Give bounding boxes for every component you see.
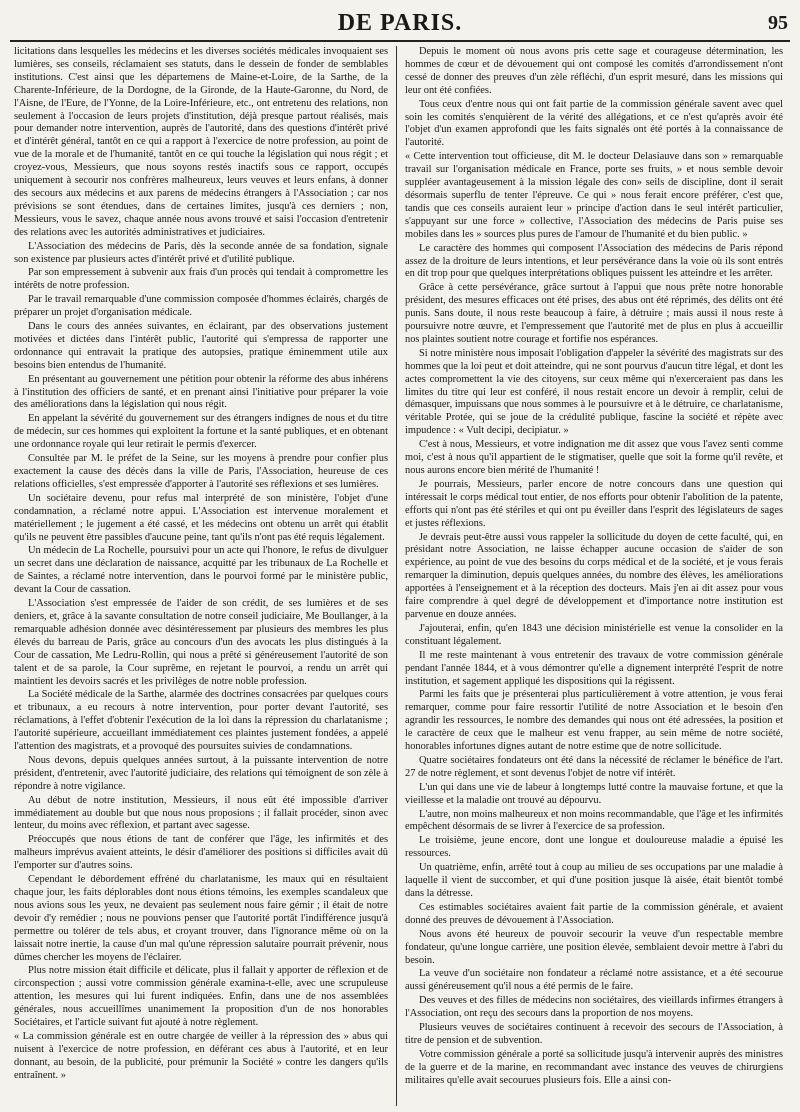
paragraph: Tous ceux d'entre nous qui ont fait partie de la commission générale savent avec quel soin les comités s'enquièrent de la vérité des allégations, et ce n'est qu'après avoir été l'objet d'un examen approfondi que les faits signalés ont été portés à la connaissance de l'autorité. <box>405 98 783 149</box>
paragraph: La Société médicale de la Sarthe, alarmée des doctrines consacrées par quelques cours et tribunaux, a eu recours à notre intervention, pour porter devant l'autorité, ses réclamations, à l'effet d'obtenir l'exécution de la loi dans la répression du charlatanisme ; l'autorité supérieure, accueillant immédiatement ces plaintes justement fondées, a appelé l'attention des magistrats, et a provoqué des poursuites suivies de condamnations. <box>14 689 388 753</box>
page-number: 95 <box>768 12 788 34</box>
paragraph: Quatre sociétaires fondateurs ont été dans la nécessité de réclamer le bénéfice de l'art. 27 de notre règlement, et sont devenus l'objet de notre vif intérêt. <box>405 754 783 779</box>
paragraph: Un médecin de La Rochelle, poursuivi pour un acte qui l'honore, le refus de divulguer un secret dans une déclaration de naissance, acquitté par les tribunaux de La Rochelle et de Saintes, a réclamé notre intervention, dans le pourvoi formé par le ministère public, devant la Cour de cassation. <box>14 545 388 596</box>
right-column <box>405 46 783 1106</box>
page-header <box>0 8 800 38</box>
paragraph: Si notre ministère nous imposait l'obligation d'appeler la sévérité des magistrats sur des hommes que la loi peut et doit atteindre, qui ne sont pourvus d'aucun titre légal, et dont les actes compromettent la vie des citoyens, sur ceux même qui n'exerceraient pas dans les limites du titre qui leur est conféré, il nous restait encore un devoir à remplir, celui de démasquer, impuissans que nous sommes à le poursuivre et à le détruire, ce charlatanisme, véritable Protée, qui se joue de la crédulité publique, fascine la société et répète avec impudence : « Vult decipi, decipiatur. » <box>405 347 783 437</box>
paragraph: Je devrais peut-être aussi vous rappeler la sollicitude du doyen de cette faculté, qui, en présidant notre Association, ne laisse échapper aucune occasion de s'aider de son expérience, au point de vue des besoins du corps médical et de la société, et je vous ferais remarquer la diminution, depuis quelques années, du nombre des élèves, les améliorations apportées à l'enseignement et à la réception des docteurs. Mais j'en ai dit assez pour vous faire comprendre à quel degré de développement et d'importance notre institution est parvenue en douze années. <box>405 531 783 620</box>
paragraph: Grâce à cette persévérance, grâce surtout à l'appui que nous prête notre honorable président, des mesures efficaces ont été prises, des abus ont été réprimés, des délits ont été punis. Sans doute, il nous reste beaucoup à faire, à détruire ; mais aussi il nous reste à poursuivre notre œuvre, et l'empressement que l'autorité met de plus en plus à accueillir nos plaintes soutient notre courage et fortifie nos espérances. <box>405 282 783 345</box>
paragraph: Le caractère des hommes qui composent l'Association des médecins de Paris répond assez de la droiture de leurs intentions, et leur persévérance dans la voie où ils sont entrés en dit trop pour que quelques interprétations obliques puissent les atteindre et les arrêter. <box>405 242 783 280</box>
header-rule <box>10 40 790 42</box>
paragraph: Votre commission générale a porté sa sollicitude jusqu'à intervenir auprès des ministres de la guerre et de la marine, en recommandant avec instance des veuves de chirurgiens militaires qu'elle avait secourues plusieurs fois. Elle a ainsi con- <box>405 1048 783 1086</box>
paragraph: Depuis le moment où nous avons pris cette sage et courageuse détermination, les hommes de cœur et de dévouement qui ont composé les comités d'arrondissement n'ont cessé de donner des preuves d'un zèle réfléchi, d'un esprit mesuré, dans les missions qui leur ont été confiées. <box>405 46 783 96</box>
paragraph: En appelant la sévérité du gouvernement sur des étrangers indignes de nous et du titre de médecin, sur ces hommes qui exploitent la fortune et la santé publiques, et en obtenant une ordonnance royale qui leur retirait le permis d'exercer. <box>14 413 388 451</box>
paragraph: Préoccupés que nous étions de tant de conférer que l'âge, les infirmités et des malheurs imprévus avaient atteints, le désir d'améliorer des positions si difficiles avait dû l'emporter sur d'autres soins. <box>14 834 388 872</box>
paragraph: La veuve d'un sociétaire non fondateur a réclamé notre assistance, et a été secourue aussi généreusement qu'il nous a été permis de le faire. <box>405 968 783 993</box>
paragraph: Nous avons été heureux de pouvoir secourir la veuve d'un respectable membre fondateur, qu'une longue carrière, une position élevée, semblaient devoir mettre à l'abri du besoin. <box>405 928 783 966</box>
paragraph: Consultée par M. le préfet de la Seine, sur les moyens à prendre pour confier plus exactement la cause des décès dans la ville de Paris, l'Association, heureuse de ces relations officielles, s'est empressée d'apporter à l'autorité ses réflexions et ses lumières. <box>14 453 388 490</box>
paragraph: Dans le cours des années suivantes, en éclairant, par des observations justement motivées et dictées dans l'intérêt public, l'autorité qui s'empressa de rapporter une ordonnance qui entravait la pratique des autopsies, pratique éminemment utile aux besoins bien entendus de l'humanité. <box>14 321 388 371</box>
paragraph: « La commission générale est en outre chargée de veiller à la répression des » abus qui nuisent à l'exercice de notre profession, en déférant ces abus à l'autorité, et en leur donnant, au besoin, de la publicité, pour prémunir la Société » contre les dangers qu'ils entraînent. » <box>14 1030 388 1081</box>
paragraph: En présentant au gouvernement une pétition pour obtenir la réforme des abus inhérens à l'institution des officiers de santé, et en prenant ainsi l'initiative pour préparer la voie des améliorations dans la législation qui nous régit. <box>14 373 388 411</box>
paragraph: L'un qui dans une vie de labeur à longtemps lutté contre la mauvaise fortune, et que la vieillesse et la maladie ont trouvé au dépourvu. <box>405 781 783 806</box>
paragraph: L'autre, non moins malheureux et non moins recommandable, que l'âge et les infirmités empêchent désormais de se livrer à l'exercice de sa profession. <box>405 808 783 833</box>
paragraph: Le troisième, jeune encore, dont une longue et douloureuse maladie a épuisé les ressources. <box>405 835 783 860</box>
paragraph: Il me reste maintenant à vous entretenir des travaux de votre commission générale pendant l'année 1844, et à vous démontrer qu'elle a dignement interprété l'esprit de notre institution, et sagement appliqué les dispositions qui la régissent. <box>405 649 783 687</box>
paragraph: Je pourrais, Messieurs, parler encore de notre concours dans une question qui intéressait le corps médical tout entier, de nos efforts pour obtenir l'abolition de la patente, efforts qui n'ont pas été stériles et qui ont pu éveiller dans l'esprit des législateurs de sages et justes réflexions. <box>405 478 783 529</box>
left-column <box>14 46 388 1106</box>
paragraph: Par son empressement à subvenir aux frais d'un procès qui tendait à compromettre les intérêts de notre profession. <box>14 267 388 292</box>
paragraph: licitations dans lesquelles les médecins et les diverses sociétés médicales invoquaient ses lumières, ses conseils, réclamaient ses statuts, dans le dessein de fonder de semblables institutions. C'est ainsi que les départemens de Maine-et-Loire, de la Sarthe, de la Charente-Inférieure, de la Dordogne, de la Gironde, de la Haute-Garonne, du Nord, de l'Aisne, de l'Eure, de l'Yonne, de la Loire-Inférieure, etc., ont entretenu des relations, non seulement à l'occasion de leurs projets d'institution, déjà presque partout réalisés, mais pour demander notre intervention, auprès de l'autorité, dans des questions d'intérêt privé et d'intérêt général, tantôt en ce qui a rapport à l'exercice de notre profession, au point de vue de la morale et de l'humanité, tantôt en ce qui touche la législation qui nous régit ; et croyez-vous, Messieurs, que nous soyons restés inactifs sous ce rapport, occupés uniquement à secourir nos confrères malheureux, leurs veuves et leurs enfans, à donner des secours aux médecins et aux parens de médecins étrangers à l'Association ; car nos prévisions se sont étendues, dans de certaines limites, jusqu'à ces derniers ; non, Messieurs, vous le savez, chaque année nous avons trouvé et saisi l'occasion d'entretenir des relations avec les autorités administratives et judiciaires. <box>14 46 388 238</box>
paragraph: Plusieurs veuves de sociétaires continuent à recevoir des secours de l'Association, à titre de pension et de subvention. <box>405 1022 783 1046</box>
paragraph: Cependant le débordement effréné du charlatanisme, les maux qui en résultaient chaque jour, les faits déplorables dont nous étions témoins, les exemples scandaleux que nous avions sous les yeux, ne devaient pas seulement nous faire gémir ; il était de notre devoir d'y remédier ; nous ne pouvions penser que l'autorité portât l'indifférence jusqu'à permettre ou tolérer de tels abus, et croyant trouver, dans l'ignorance même où on la laissait notre inertie, la cause d'un mal qu'une répression salutaire pourrait prévenir, nous dûmes chercher les moyens de l'éclairer. <box>14 874 388 963</box>
paragraph: Un sociétaire devenu, pour refus mal interprété de son ministère, l'objet d'une condamnation, a réclamé notre appui. L'Association est intervenue moralement et matériellement ; le jugement a été cassé, et les médecins ont obtenu un arrêt qui établit qu'ils ne peuvent être passibles d'aucune peine, tant qu'ils n'ont pas été requis légalement. <box>14 492 388 543</box>
paragraph: Des veuves et des filles de médecins non sociétaires, des vieillards infirmes étrangers à l'Association, ont reçu des secours dans la proportion de nos moyens. <box>405 995 783 1020</box>
paragraph: L'Association s'est empressée de l'aider de son crédit, de ses lumières et de ses deniers, et, grâce à la savante consultation de notre conseil judiciaire, Me Boullanger, à la remarquable adhésion donnée avec désintéressement par plusieurs des membres les plus élevés du barreau de Paris, grâce au concours d'un des avocats les plus distingués à la Cour de cassation, Me Ledru-Rollin, qui nous a prêté si généreusement l'autorité de son talent et de sa parole, la Cour suprême, en rejetant le pourvoi, a rendu un arrêt qui maintient les devoirs sacrés et les privilèges de notre noble profession. <box>14 598 388 687</box>
column-divider <box>396 46 397 1106</box>
paragraph: Un quatrième, enfin, arrêté tout à coup au milieu de ses occupations par une maladie à laquelle il vient de succomber, et qui d'une position jusque là aisée, était bientôt tombé dans la détresse. <box>405 862 783 899</box>
paragraph: « Cette intervention tout officieuse, dit M. le docteur Delasiauve dans son » remarquable travail sur l'organisation médicale en France, porte ses fruits, » et nous semble devoir suppléer avantageusement à la mission légale des con» seils de discipline, dont il serait désormais superflu de tenter l'épreuve. Ce qui » nous ferait encore préférer, c'est que, tandis que ces conseils auraient leur » principe d'action dans le seul intérêt particulier, s'appuyant sur une force » collective, l'Association des médecins de Paris puise ses mobiles dans les » sources plus pures de l'amour de l'humanité et du bien public. » <box>405 151 783 240</box>
paragraph: Plus notre mission était difficile et délicate, plus il fallait y apporter de réflexion et de circonspection ; aussi votre commission générale examina-t-elle, avec une scrupuleuse attention, les mesures qui lui furent indiquées. Enfin, dans une de nos assemblées générales, nous accueillîmes unanimement la proposition d'un de nos honorables Sociétaires, et l'article suivant fut ajouté à notre règlement. <box>14 965 388 1029</box>
paragraph: L'Association des médecins de Paris, dès la seconde année de sa fondation, signale son existence par plusieurs actes d'intérêt privé et d'utilité publique. <box>14 240 388 265</box>
paragraph: C'est à nous, Messieurs, et votre indignation me dit assez que vous l'avez senti comme moi, c'est à nous qu'il appartient de le stigmatiser, quelle que soit la forme qu'il revête, et nous aurons encore bien mérité de l'humanité ! <box>405 439 783 476</box>
paragraph: Par le travail remarquable d'une commission composée d'hommes éclairés, chargés de préparer un projet d'organisation médicale. <box>14 294 388 319</box>
paragraph: Au début de notre institution, Messieurs, il nous eût été impossible d'arriver immédiatement au double but que nous nous proposions ; il fallait procéder, sinon avec lenteur, du moins avec réflexion, et partant avec sagesse. <box>14 794 388 832</box>
paragraph: Ces estimables sociétaires avaient fait partie de la commission générale, et avaient donné des preuves de dévouement à l'Association. <box>405 901 783 926</box>
paragraph: Parmi les faits que je présenterai plus particulièrement à votre attention, je vous ferai remarquer, comme pour faire ressortir l'utilité de notre Association et le besoin d'en agrandir les ressources, le nombre des demandes qui nous ont été adressées, la position et le caractère de ceux que le malheur est venu frapper, au sein même de notre société, honorables infortunes dignes autant de notre estime que de notre sollicitude. <box>405 689 783 753</box>
paragraph: J'ajouterai, enfin, qu'en 1843 une décision ministérielle est venue la consolider en la constituant légalement. <box>405 622 783 647</box>
paragraph: Nous devons, depuis quelques années surtout, à la puissante intervention de notre président, d'entretenir, avec l'autorité judiciaire, des relations qui témoignent de son zèle à répondre à notre vigilance. <box>14 754 388 792</box>
masthead-title: DE PARIS. <box>337 10 463 36</box>
